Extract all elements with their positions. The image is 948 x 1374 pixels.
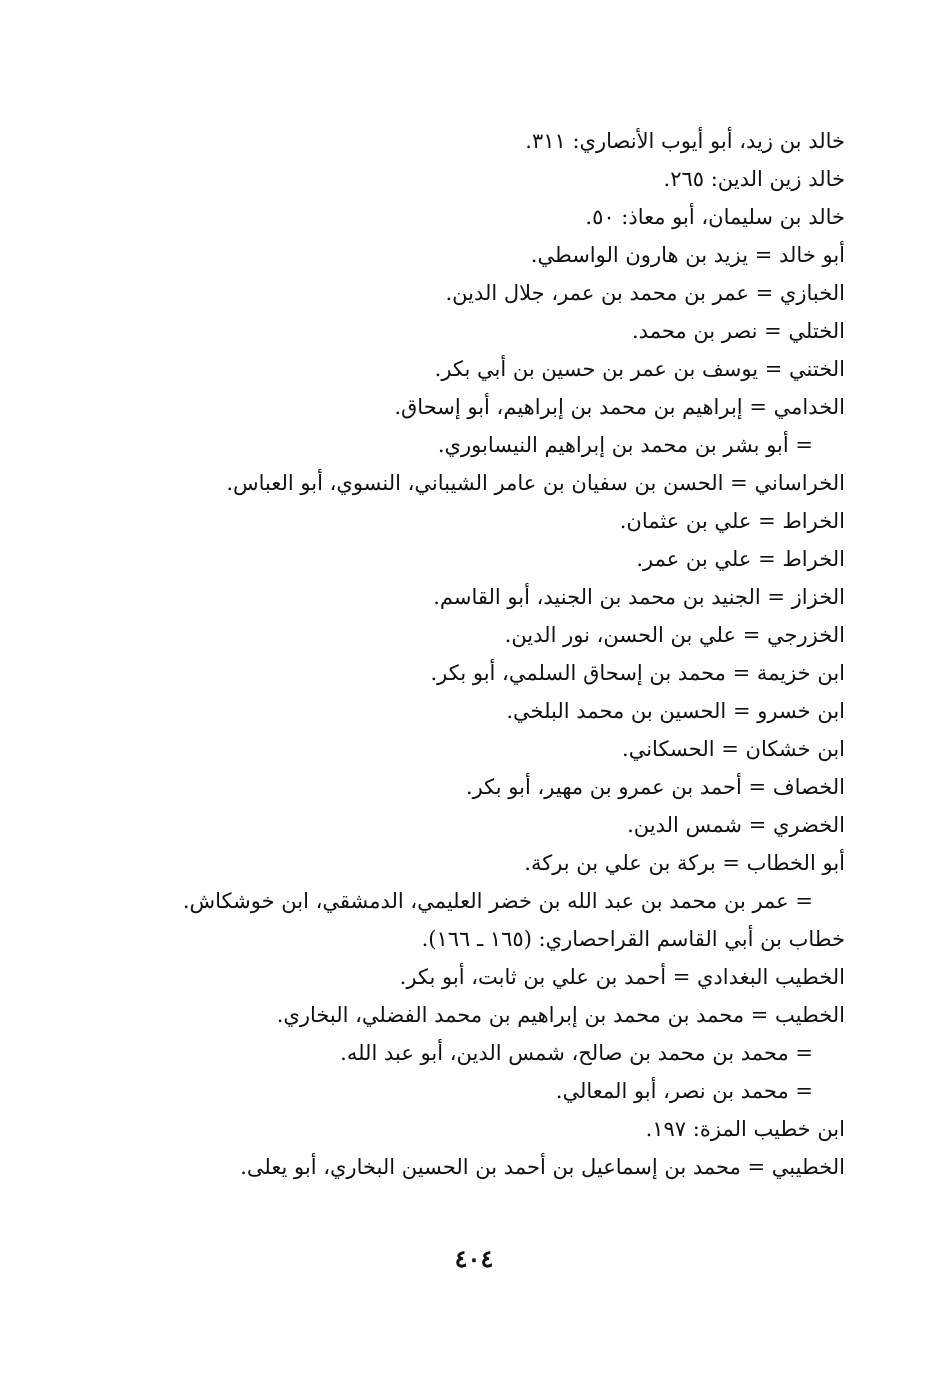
index-entry: الخطيب البغدادي = أحمد بن علي بن ثابت، أبو بكر. <box>399 965 845 989</box>
index-subentry: = أبو بشر بن محمد بن إبراهيم النيسابوري. <box>437 433 813 457</box>
index-entry: الخطيب = محمد بن محمد بن إبراهيم بن محمد الفضلي، البخاري. <box>276 1003 845 1027</box>
index-entry: الخزاز = الجنيد بن محمد بن الجنيد، أبو القاسم. <box>433 585 845 609</box>
index-entry: ابن خزيمة = محمد بن إسحاق السلمي، أبو بكر. <box>430 661 845 685</box>
index-entry: الخبازي = عمر بن محمد بن عمر، جلال الدين. <box>445 281 845 305</box>
index-entry: الخصاف = أحمد بن عمرو بن مهير، أبو بكر. <box>465 775 845 799</box>
index-entry: الختني = يوسف بن عمر بن حسين بن أبي بكر. <box>434 357 845 381</box>
page-number: ٤٠٤ <box>454 1244 494 1273</box>
index-entry: الختلي = نصر بن محمد. <box>632 319 845 343</box>
index-entry: أبو الخطاب = بركة بن علي بن بركة. <box>524 851 845 875</box>
index-entries <box>110 122 845 1186</box>
index-entry: ابن خسرو = الحسين بن محمد البلخي. <box>506 699 845 723</box>
index-entry: خالد بن سليمان، أبو معاذ: ٥٠. <box>585 205 845 229</box>
index-subentry-wrapped: = عمر بن محمد بن عبد الله بن خضر العليمي، الدمشقي، ابن خوشكاش. <box>182 889 813 913</box>
index-entry: الخطيبي = محمد بن إسماعيل بن أحمد بن الحسين البخاري، أبو يعلى. <box>240 1155 845 1179</box>
index-entry: الخضري = شمس الدين. <box>627 813 845 837</box>
index-entry: الخدامي = إبراهيم بن محمد بن إبراهيم، أبو إسحاق. <box>394 395 845 419</box>
index-entry: ابن خشكان = الحسكاني. <box>622 737 845 761</box>
index-entry: الخزرجي = علي بن الحسن، نور الدين. <box>504 623 845 647</box>
index-entry: خالد زين الدين: ٢٦٥. <box>663 167 845 191</box>
index-entry: أبو خالد = يزيد بن هارون الواسطي. <box>530 243 845 267</box>
index-entry: الخراساني = الحسن بن سفيان بن عامر الشيباني، النسوي، أبو العباس. <box>226 471 845 495</box>
index-subentry: = محمد بن محمد بن صالح، شمس الدين، أبو عبد الله. <box>340 1041 813 1065</box>
index-entry: الخراط = علي بن عثمان. <box>619 509 845 533</box>
index-entry: الخراط = علي بن عمر. <box>636 547 845 571</box>
index-entry: ابن خطيب المزة: ١٩٧. <box>645 1117 845 1141</box>
index-entry: خالد بن زيد، أبو أيوب الأنصاري: ٣١١. <box>525 129 845 153</box>
index-entry: خطاب بن أبي القاسم القراحصاري: (١٦٥ ـ ١٦٦). <box>421 927 845 951</box>
index-subentry: = محمد بن نصر، أبو المعالي. <box>555 1079 813 1103</box>
